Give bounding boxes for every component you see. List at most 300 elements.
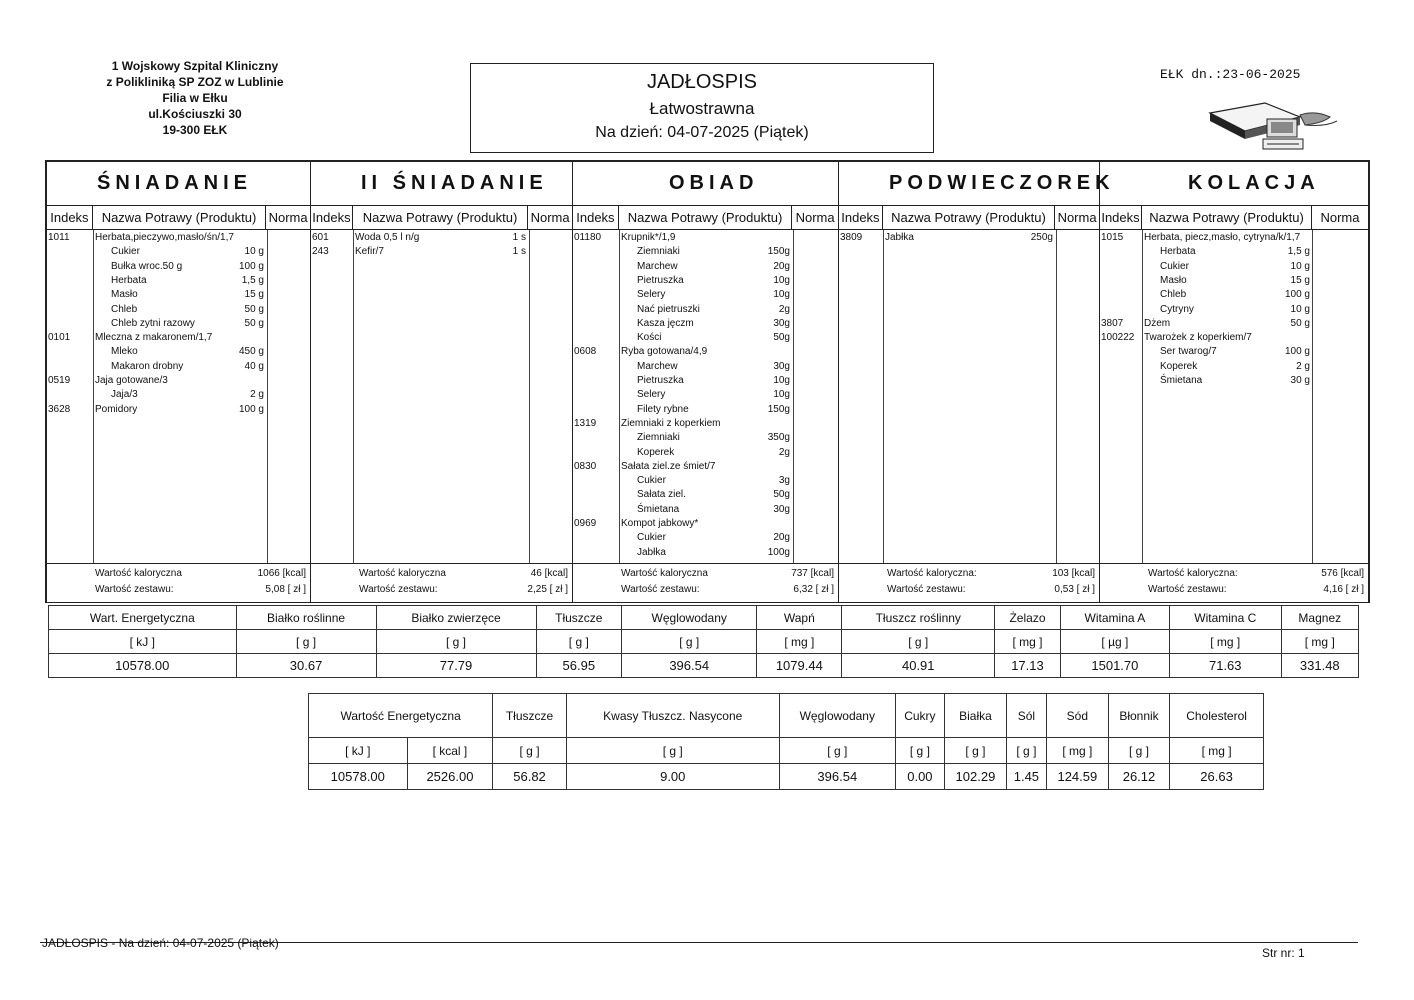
item-name: Filety rybne (637, 403, 689, 415)
nutrition-value-cell: 331.48 (1281, 654, 1358, 678)
item-name: Śmietana (637, 503, 680, 515)
item-norm: 10g (773, 375, 790, 386)
nutrition-unit-cell: [ g ] (622, 630, 757, 654)
nutrition-value-cell: 10578.00 (309, 764, 408, 790)
menu-item-row (47, 404, 310, 418)
nutrition-header-cell: Cholesterol (1170, 694, 1264, 738)
nutrition-header-cell: Tłuszcze (493, 694, 566, 738)
menu-item-row (47, 304, 310, 318)
header-index: Indeks (573, 206, 619, 229)
kcal-label: Wartość kaloryczna: (1148, 568, 1238, 579)
item-name: Koperek (637, 446, 675, 458)
header-index: Indeks (839, 206, 883, 229)
nutrition-value-cell: 2526.00 (407, 764, 493, 790)
item-name: Masło (111, 289, 138, 301)
item-norm: 150g (767, 403, 790, 415)
column-headers (47, 206, 310, 230)
item-name: Cukier (637, 532, 666, 544)
header-name: Nazwa Potrawy (Produktu) (883, 206, 1055, 229)
nutrition-value-cell: 1079.44 (757, 654, 842, 678)
menu-item-row (573, 532, 838, 546)
cost-value: 6,32 [ zł ] (793, 584, 834, 595)
menu-item-row (573, 404, 838, 418)
item-name: Krupnik*/1,9 (621, 232, 676, 243)
nutrition-unit-cell: [ kJ ] (309, 738, 408, 764)
menu-item-row (573, 389, 838, 403)
nutrition-unit-cell: [ g ] (493, 738, 566, 764)
cost-label: Wartość zestawu: (621, 584, 700, 595)
title-box (470, 63, 934, 153)
menu-item-row (1100, 332, 1368, 346)
cost-label: Wartość zestawu: (1148, 584, 1227, 595)
item-norm: 30g (773, 360, 790, 372)
item-index: 601 (312, 232, 329, 243)
hospital-address (70, 58, 320, 138)
item-index: 3807 (1101, 317, 1124, 329)
item-name: Chleb (111, 303, 138, 315)
item-name: Sałata ziel.ze śmiet/7 (621, 460, 716, 472)
nutrition-header-cell: Cukry (895, 694, 944, 738)
menu-item-row (1100, 289, 1368, 303)
item-name: Cukier (111, 246, 140, 258)
item-index: 0608 (574, 346, 597, 358)
kcal-value: 737 [kcal] (791, 568, 834, 579)
menu-item-row (573, 489, 838, 503)
nutrition-unit-cell: [ g ] (779, 738, 895, 764)
nutrition-header-cell: Sód (1046, 694, 1108, 738)
hospital-line: 19-300 EŁK (162, 123, 228, 137)
header-norm: Norma (1320, 210, 1360, 225)
meal-items (47, 230, 310, 564)
nutrition-unit-cell: [ g ] (944, 738, 1006, 764)
kcal-value: 576 [kcal] (1321, 568, 1364, 579)
cost-value: 0,53 [ zł ] (1054, 584, 1095, 595)
menu-item-row (573, 547, 838, 561)
hospital-line: Filia w Ełku (162, 91, 228, 105)
meal-items (1100, 230, 1368, 564)
item-name: Marchew (637, 360, 678, 372)
nutrition-header-cell: Wart. Energetyczna (49, 606, 237, 630)
column-headers (839, 206, 1099, 230)
column-divider (353, 230, 354, 564)
nutrition-unit-cell: [ mg ] (1046, 738, 1108, 764)
item-name: Ser twarog/7 (1160, 346, 1217, 358)
nutrition-value-cell: 17.13 (995, 654, 1061, 678)
item-name: Cukier (1160, 260, 1189, 272)
kcal-value: 103 [kcal] (1052, 568, 1095, 579)
nutrition-unit-cell: [ g ] (536, 630, 622, 654)
item-name: Dżem (1144, 317, 1171, 329)
nutrition-header-cell: Kwasy Tłuszcz. Nasycone (566, 694, 779, 738)
nutrition-header-cell: Węglowodany (779, 694, 895, 738)
menu-item-row (573, 318, 838, 332)
nutrition-unit-cell: [ mg ] (1169, 630, 1281, 654)
menu-item-row (1100, 275, 1368, 289)
menu-item-row (1100, 318, 1368, 332)
menu-item-row (573, 261, 838, 275)
page-title: JADŁOSPIS (646, 71, 758, 93)
menu-item-row (47, 261, 310, 275)
item-name: Kości (637, 332, 662, 344)
item-norm: 250g (1030, 232, 1053, 243)
item-index: 1011 (48, 232, 70, 243)
meal-summary (1100, 563, 1368, 602)
item-norm: 30g (773, 317, 790, 329)
item-norm: 3g (778, 475, 790, 487)
kcal-label: Wartość kaloryczna (359, 568, 446, 579)
item-norm: 100 g (238, 403, 264, 415)
header-norm: Norma (795, 210, 835, 225)
meal-summary (311, 563, 572, 602)
menu-item-row (47, 289, 310, 303)
page-number: Str nr: 1 (1262, 946, 1305, 960)
item-norm: 10g (773, 274, 790, 286)
menu-item-row (573, 246, 838, 260)
menu-item-row (573, 275, 838, 289)
nutrition-value-cell: 56.82 (493, 764, 566, 790)
item-index: 1015 (1101, 232, 1124, 243)
column-headers (311, 206, 572, 230)
menu-item-row (47, 275, 310, 289)
item-norm: 15 g (244, 289, 264, 301)
meal-title: ŚNIADANIE (47, 162, 310, 206)
meal-summary (47, 563, 310, 602)
nutrition-unit-cell: [ mg ] (1281, 630, 1358, 654)
nutrition-value-cell: 396.54 (779, 764, 895, 790)
item-norm: 10g (773, 389, 790, 401)
item-norm: 1,5 g (241, 274, 264, 286)
nutrition-unit-cell: [ mg ] (1170, 738, 1264, 764)
item-name: Śmietana (1160, 375, 1203, 386)
menu-item-row (1100, 375, 1368, 389)
item-index: 01180 (574, 232, 602, 243)
item-name: Pomidory (95, 403, 138, 415)
menu-table (45, 160, 1370, 603)
nutrition-table-1 (48, 605, 1359, 678)
item-index: 3628 (48, 403, 71, 415)
item-index: 0830 (574, 460, 597, 472)
item-name: Ziemniaki (637, 432, 680, 444)
nutrition-value-cell: 10578.00 (49, 654, 237, 678)
item-name: Twarożek z koperkiem/7 (1144, 332, 1252, 344)
menu-item-row (1100, 304, 1368, 318)
nutrition-value-cell: 102.29 (944, 764, 1006, 790)
nutrition-unit-cell: [ g ] (566, 738, 779, 764)
menu-item-row (1100, 246, 1368, 260)
menu-item-row (573, 447, 838, 461)
menu-item-row (47, 246, 310, 260)
item-name: Kefir/7 (355, 246, 384, 258)
nutrition-unit (49, 630, 1359, 654)
column-divider (883, 230, 884, 564)
hospital-line: z Polikliniką SP ZOZ w Lublinie (106, 75, 284, 89)
menu-item-row (1100, 346, 1368, 360)
column-divider (529, 230, 530, 564)
item-name: Makaron drobny (111, 360, 184, 372)
nutrition-value-cell: 30.67 (236, 654, 376, 678)
nutrition-unit-cell: [ g ] (1108, 738, 1169, 764)
item-name: Herbata (111, 274, 147, 286)
meal-items (839, 230, 1099, 564)
nutrition-unit-cell: [ g ] (1006, 738, 1046, 764)
nutrition-unit-cell: [ g ] (895, 738, 944, 764)
item-norm: 2 g (1296, 360, 1310, 372)
item-name: Ryba gotowana/4,9 (621, 346, 708, 358)
meal-summary (839, 563, 1099, 602)
item-norm: 20g (773, 532, 790, 544)
item-norm: 100 g (238, 260, 264, 272)
header-index: Indeks (311, 206, 353, 229)
menu-item-row (573, 232, 838, 246)
cost-label: Wartość zestawu: (887, 584, 966, 595)
item-name: Nać pietruszki (637, 303, 700, 315)
nutrition-header-cell: Magnez (1281, 606, 1358, 630)
item-name: Jaja gotowane/3 (95, 375, 168, 386)
menu-item-row (573, 304, 838, 318)
nutrition-header-cell: Tłuszcze (536, 606, 622, 630)
meal-items (311, 230, 572, 564)
nutrition-value-cell: 77.79 (376, 654, 536, 678)
nutrition-value-cell: 40.91 (842, 654, 995, 678)
cost-label: Wartość zestawu: (95, 584, 174, 595)
item-norm: 50 g (244, 317, 264, 329)
item-name: Selery (637, 289, 666, 301)
cost-value: 4,16 [ zł ] (1323, 584, 1364, 595)
header-norm: Norma (1057, 210, 1097, 225)
nutrition-unit-cell: [ µg ] (1060, 630, 1169, 654)
item-name: Cytryny (1160, 303, 1194, 315)
menu-item-row (47, 346, 310, 360)
menu-item-row (573, 504, 838, 518)
meal-column (47, 162, 311, 602)
column-divider (1056, 230, 1057, 564)
item-norm: 450 g (238, 346, 264, 358)
header-index: Indeks (47, 206, 93, 229)
item-norm: 10 g (1290, 303, 1310, 315)
item-name: Chleb (1160, 289, 1187, 301)
item-name: Cukier (637, 475, 666, 487)
nutrition-value-cell: 26.63 (1170, 764, 1264, 790)
menu-item-row (47, 389, 310, 403)
meal-title: II ŚNIADANIE (311, 162, 572, 206)
item-name: Mleczna z makaronem/1,7 (95, 332, 213, 344)
column-headers (1100, 206, 1368, 230)
menu-item-row (573, 346, 838, 360)
nutrition-header-cell: Sól (1006, 694, 1046, 738)
item-index: 1319 (574, 417, 597, 429)
kcal-value: 1066 [kcal] (257, 568, 306, 579)
item-name: Koperek (1160, 360, 1198, 372)
item-index: 3809 (840, 232, 863, 243)
item-norm: 100g (767, 546, 790, 558)
header-name: Nazwa Potrawy (Produktu) (353, 206, 528, 229)
cost-value: 2,25 [ zł ] (527, 584, 568, 595)
menu-item-row (573, 475, 838, 489)
item-norm: 100 g (1284, 289, 1310, 301)
meal-title: PODWIECZOREK (839, 162, 1099, 206)
nutrition-unit-cell: [ g ] (376, 630, 536, 654)
menu-item-row (573, 418, 838, 432)
meal-title: KOLACJA (1100, 162, 1368, 206)
nutrition-header-cell: Węglowodany (622, 606, 757, 630)
nutrition-value (309, 764, 1264, 790)
item-index: 243 (312, 246, 329, 258)
item-norm: 1,5 g (1287, 246, 1310, 258)
item-name: Sałata ziel. (637, 489, 686, 501)
item-name: Bułka wroc.50 g (111, 260, 183, 272)
item-norm: 10 g (1290, 260, 1310, 272)
meal-summary (573, 563, 838, 602)
item-norm: 100 g (1284, 346, 1310, 358)
menu-item-row (311, 246, 572, 260)
nutrition-value-cell: 1501.70 (1060, 654, 1169, 678)
kcal-label: Wartość kaloryczna (95, 568, 182, 579)
item-name: Jaja/3 (111, 389, 138, 401)
nutrition-header-cell: Żelazo (995, 606, 1061, 630)
item-norm: 30 g (1290, 375, 1310, 386)
menu-item-row (47, 318, 310, 332)
nutrition-header-cell: Białko zwierzęce (376, 606, 536, 630)
header-norm: Norma (530, 210, 570, 225)
nutrition-value-cell: 124.59 (1046, 764, 1108, 790)
item-name: Ziemniaki (637, 246, 680, 258)
nutrition-value (49, 654, 1359, 678)
item-name: Herbata (1160, 246, 1196, 258)
menu-item-row (573, 432, 838, 446)
nutrition-header-cell: Wapń (757, 606, 842, 630)
nutrition-value-cell: 9.00 (566, 764, 779, 790)
meal-column (573, 162, 839, 602)
item-norm: 1 s (512, 246, 526, 258)
nutrition-header (49, 606, 1359, 630)
item-norm: 2g (778, 446, 790, 458)
item-name: Jabłka (637, 546, 666, 558)
meal-column (311, 162, 573, 602)
footer-title: JADŁOSPIS - Na dzień: 04-07-2025 (Piątek) (42, 936, 279, 950)
item-name: Pietruszka (637, 375, 684, 386)
item-norm: 50g (773, 332, 790, 344)
meal-items (573, 230, 838, 564)
kcal-label: Wartość kaloryczna (621, 568, 708, 579)
item-index: 100222 (1101, 332, 1135, 344)
nutrition-table-2 (308, 693, 1264, 790)
item-norm: 2g (778, 303, 790, 315)
item-norm: 40 g (244, 360, 264, 372)
item-norm: 50 g (244, 303, 264, 315)
nutrition-header-cell: Białka (944, 694, 1006, 738)
nutrition-header (309, 694, 1264, 738)
menu-item-row (47, 375, 310, 389)
column-headers (573, 206, 838, 230)
nutrition-value-cell: 0.00 (895, 764, 944, 790)
nutrition-header-cell: Wartość Energetyczna (309, 694, 493, 738)
item-name: Herbata, piecz,masło, cytryna/k/1,7 (1144, 232, 1301, 243)
item-name: Herbata,pieczywo,masło/śn/1,7 (95, 232, 234, 243)
kcal-label: Wartość kaloryczna: (887, 568, 977, 579)
book-computer-logo (1205, 95, 1345, 155)
item-name: Ziemniaki z koperkiem (621, 417, 721, 429)
menu-item-row (47, 361, 310, 375)
menu-date: Na dzień: 04-07-2025 (Piątek) (595, 124, 809, 141)
item-name: Kompot jabkowy* (621, 518, 699, 529)
menu-item-row (839, 232, 1099, 246)
item-name: Chleb zytni razowy (111, 317, 195, 329)
menu-item-row (573, 332, 838, 346)
item-name: Woda 0,5 l n/g (355, 232, 420, 243)
item-index: 0101 (48, 332, 71, 344)
hospital-line: 1 Wojskowy Szpital Kliniczny (111, 59, 279, 73)
nutrition-unit-cell: [ mg ] (995, 630, 1061, 654)
nutrition-header-cell: Błonnik (1108, 694, 1169, 738)
nutrition-value-cell: 56.95 (536, 654, 622, 678)
header-index: Indeks (1100, 206, 1142, 229)
menu-item-row (1100, 261, 1368, 275)
nutrition-value-cell: 396.54 (622, 654, 757, 678)
nutrition-header-cell: Tłuszcz roślinny (842, 606, 995, 630)
nutrition-unit-cell: [ g ] (842, 630, 995, 654)
item-norm: 30g (773, 503, 790, 515)
menu-item-row (47, 332, 310, 346)
nutrition-unit (309, 738, 1264, 764)
diet-name: Łatwostrawna (649, 99, 755, 118)
item-name: Pietruszka (637, 274, 684, 286)
nutrition-value-cell: 26.12 (1108, 764, 1169, 790)
nutrition-unit-cell: [ kJ ] (49, 630, 237, 654)
item-norm: 350g (767, 432, 790, 444)
item-name: Selery (637, 389, 666, 401)
menu-item-row (573, 361, 838, 375)
cost-value: 5,08 [ zł ] (265, 584, 306, 595)
nutrition-unit-cell: [ mg ] (757, 630, 842, 654)
item-norm: 1 s (512, 232, 526, 243)
item-name: Masło (1160, 274, 1187, 286)
nutrition-header-cell: Witamina C (1169, 606, 1281, 630)
menu-item-row (47, 232, 310, 246)
kcal-value: 46 [kcal] (530, 568, 568, 579)
header-name: Nazwa Potrawy (Produktu) (93, 206, 266, 229)
item-index: 0969 (574, 518, 597, 529)
menu-item-row (573, 289, 838, 303)
item-norm: 150g (767, 246, 790, 258)
header-name: Nazwa Potrawy (Produktu) (619, 206, 792, 229)
nutrition-unit-cell: [ kcal ] (407, 738, 493, 764)
hospital-line: ul.Kościuszki 30 (148, 107, 242, 121)
item-norm: 15 g (1290, 274, 1310, 286)
nutrition-header-cell: Białko roślinne (236, 606, 376, 630)
menu-item-row (573, 461, 838, 475)
print-date: EŁK dn.:23-06-2025 (1160, 67, 1301, 82)
meal-column (1100, 162, 1368, 602)
meal-title: OBIAD (573, 162, 838, 206)
menu-item-row (1100, 232, 1368, 246)
nutrition-value-cell: 71.63 (1169, 654, 1281, 678)
item-norm: 10g (773, 289, 790, 301)
item-norm: 50g (773, 489, 790, 501)
menu-item-row (573, 375, 838, 389)
item-name: Kasza jęczm (637, 317, 694, 329)
item-name: Marchew (637, 260, 678, 272)
menu-item-row (1100, 361, 1368, 375)
nutrition-value-cell: 1.45 (1006, 764, 1046, 790)
item-norm: 10 g (244, 246, 264, 258)
item-norm: 50 g (1290, 317, 1310, 329)
item-name: Jabłka (885, 232, 914, 243)
header-name: Nazwa Potrawy (Produktu) (1142, 206, 1312, 229)
item-norm: 20g (773, 260, 790, 272)
header-norm: Norma (268, 210, 308, 225)
menu-item-row (311, 232, 572, 246)
item-norm: 2 g (250, 389, 264, 401)
